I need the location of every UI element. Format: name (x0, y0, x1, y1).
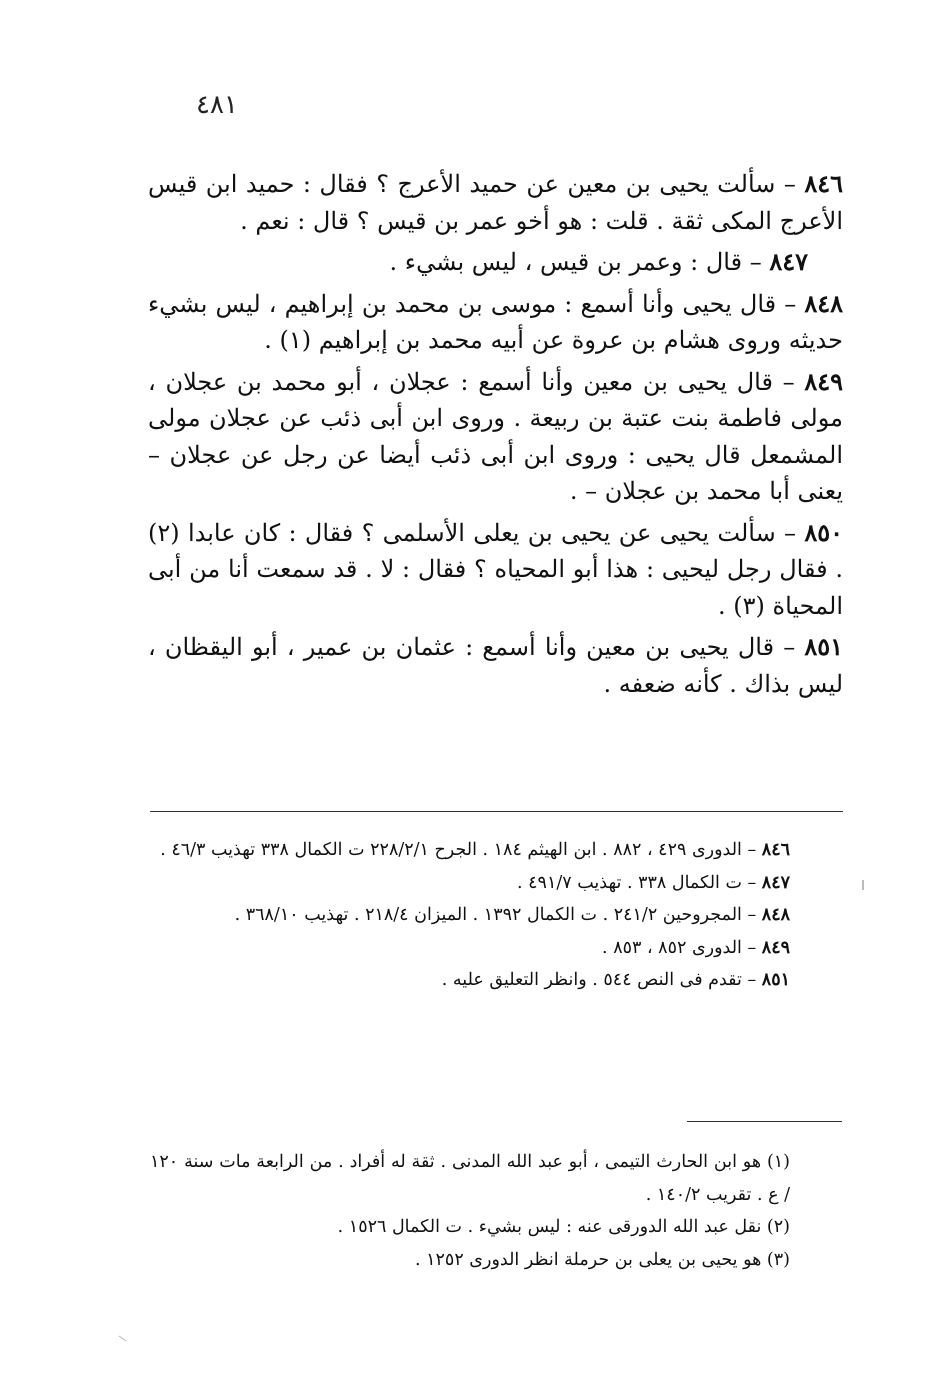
references (150, 834, 790, 997)
entry-text: – قال يحيى بن معين وأنا أسمع : عجلان ، أبو محمد بن عجلان ، مولى فاطمة بنت عتبة بن ربيعة . وروى ابن أبى ذئب عن عجلان مولى المشمعل قال يحيى : وروى ابن أبى ذئب أيضا عن رجل عن عجلان – يعنى أبا محمد بن عجلان – . (148, 367, 844, 505)
reference-text: – المجروحين ٢٤١/٢ . ت الكمال ١٣٩٢ . الميزان ٢١٨/٤ . تهذيب ٣٦٨/١٠ . (234, 905, 762, 925)
footnotes (150, 1146, 790, 1276)
entry-number: ٨٤٨ (804, 288, 843, 318)
entry-text: – سألت يحيى بن معين عن حميد الأعرج ؟ فقال : حميد ابن قيس الأعرج المكى ثقة . قلت : هو أخو عمر بن قيس ؟ قال : نعم . (148, 170, 843, 235)
entry-text: – قال : وعمر بن قيس ، ليس بشيء . (389, 248, 770, 276)
reference-851 (150, 964, 790, 997)
footnote-divider (687, 1121, 842, 1122)
entry-number: ٨٤٩ (804, 366, 843, 396)
reference-number: ٨٤٦ (761, 840, 790, 860)
reference-text: – تقدم فى النص ٥٤٤ . وانظر التعليق عليه . (441, 970, 762, 990)
entry-848 (148, 286, 843, 359)
main-text (148, 166, 843, 707)
reference-text: – الدورى ٤٢٩ ، ٨٨٢ . ابن الهيثم ١٨٤ . الجرح ٢٢٨/٢/١ ت الكمال ٣٣٨ تهذيب ٤٦/٣ . (160, 840, 762, 860)
entry-849 (148, 364, 843, 510)
reference-846 (150, 834, 790, 867)
reference-848 (150, 899, 790, 932)
reference-number: ٨٤٨ (761, 905, 790, 925)
entry-text: – قال يحيى وأنا أسمع : موسى بن محمد بن إبراهيم ، ليس بشيء حديثه وروى هشام بن عروة عن أبيه محمد بن إبراهيم (١) . (148, 289, 843, 354)
entry-number: ٨٥٠ (804, 517, 843, 547)
reference-number: ٨٤٩ (761, 937, 790, 958)
entry-851 (148, 629, 843, 702)
reference-text: – ت الكمال ٣٣٨ . تهذيب ٤٩١/٧ . (517, 872, 762, 893)
main-divider (150, 811, 843, 812)
entry-846 (148, 166, 843, 239)
entry-text: – سألت يحيى عن يحيى بن يعلى الأسلمى ؟ فقال : كان عابدا (٢) . فقال رجل ليحيى : هذا أبو المحياه ؟ فقال : لا . قد سمعت أنا من أبى المحياة (٣) . (148, 518, 843, 620)
reference-849 (150, 932, 790, 965)
reference-number: ٨٥١ (761, 970, 790, 990)
entry-850 (148, 515, 843, 625)
page-number: ٤٨١ (196, 90, 238, 120)
reference-number: ٨٤٧ (761, 872, 790, 893)
reference-847 (150, 867, 790, 900)
entry-number: ٨٤٦ (804, 169, 843, 198)
reference-text: – الدورى ٨٥٢ ، ٨٥٣ . (602, 937, 762, 958)
scan-artifact (862, 880, 864, 890)
footnote-1: (١) هو ابن الحارث التيمى ، أبو عبد الله المدنى . ثقة له أفراد . من الرابعة مات سنة ١٢٠ / ع . تقريب ١٤٠/٢ . (150, 1152, 790, 1205)
entry-number: ٨٥١ (804, 632, 843, 661)
scan-artifact (119, 1336, 127, 1342)
entry-number: ٨٤٧ (769, 247, 808, 276)
footnote-2: (٢) نقل عبد الله الدورقى عنه : ليس بشيء . ت الكمال ١٥٢٦ . (337, 1217, 790, 1237)
footnote-3: (٣) هو يحيى بن يعلى بن حرملة انظر الدورى ١٢٥٢ . (414, 1249, 790, 1270)
entry-text: – قال يحيى بن معين وأنا أسمع : عثمان بن عمير ، أبو اليقظان ، ليس بذاك . كأنه ضعفه . (148, 633, 843, 698)
entry-847 (148, 244, 843, 281)
